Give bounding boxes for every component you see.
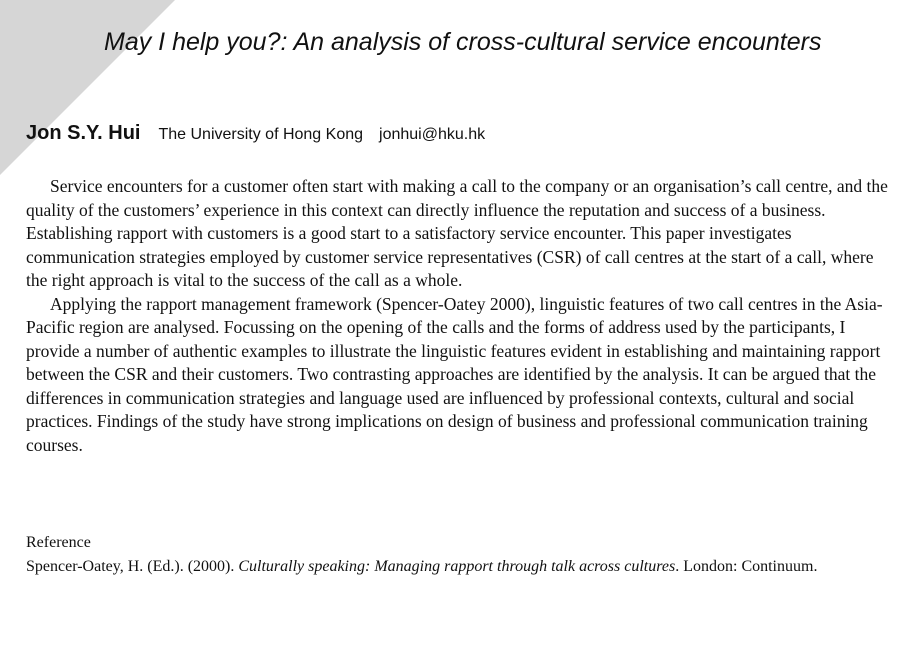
author-email: jonhui@hku.hk xyxy=(379,126,486,143)
reference-publisher: . London: Continuum. xyxy=(675,557,818,575)
reference-book-title: Culturally speaking: Managing rapport through talk across cultures xyxy=(238,557,676,575)
abstract-body xyxy=(26,175,888,457)
author-name: Jon S.Y. Hui xyxy=(26,122,141,144)
abstract-paragraph-1: Service encounters for a customer often start with making a call to the company or an organisation’s call centre, and the quality of the customers’ experience in this context can directly influence the reputation and success of a business. Establishing rapport with customers is a good start to a satisfactory service encounter. This paper investigates communication strategies employed by customer service representatives (CSR) of call centres at the start of a call, where the right approach is vital to the success of the call as a whole. xyxy=(26,176,888,290)
author-byline xyxy=(26,122,886,145)
reference-entry xyxy=(26,555,888,579)
corner-decoration xyxy=(0,0,175,175)
paper-title: May I help you?: An analysis of cross-cultural service encounters xyxy=(104,28,822,56)
abstract-paragraph-2: Applying the rapport management framework (Spencer-Oatey 2000), linguistic features of two call centres in the Asia-Pacific region are analysed. Focussing on the opening of the calls and the forms of address used by the participants, I provide a number of authentic examples to illustrate the linguistic features evident in establishing and maintaining rapport between the CSR and their customers. Two contrasting approaches are identified by the analysis. It can be argued that the differences in communication strategies and language used are influenced by professional contexts, cultural and social practices. Findings of the study have strong implications on design of business and professional communication training courses. xyxy=(26,293,883,455)
reference-heading: Reference xyxy=(26,534,91,551)
reference-section xyxy=(26,531,888,578)
reference-authors-year: Spencer-Oatey, H. (Ed.). (2000). xyxy=(26,557,239,575)
author-affiliation: The University of Hong Kong xyxy=(158,126,364,143)
